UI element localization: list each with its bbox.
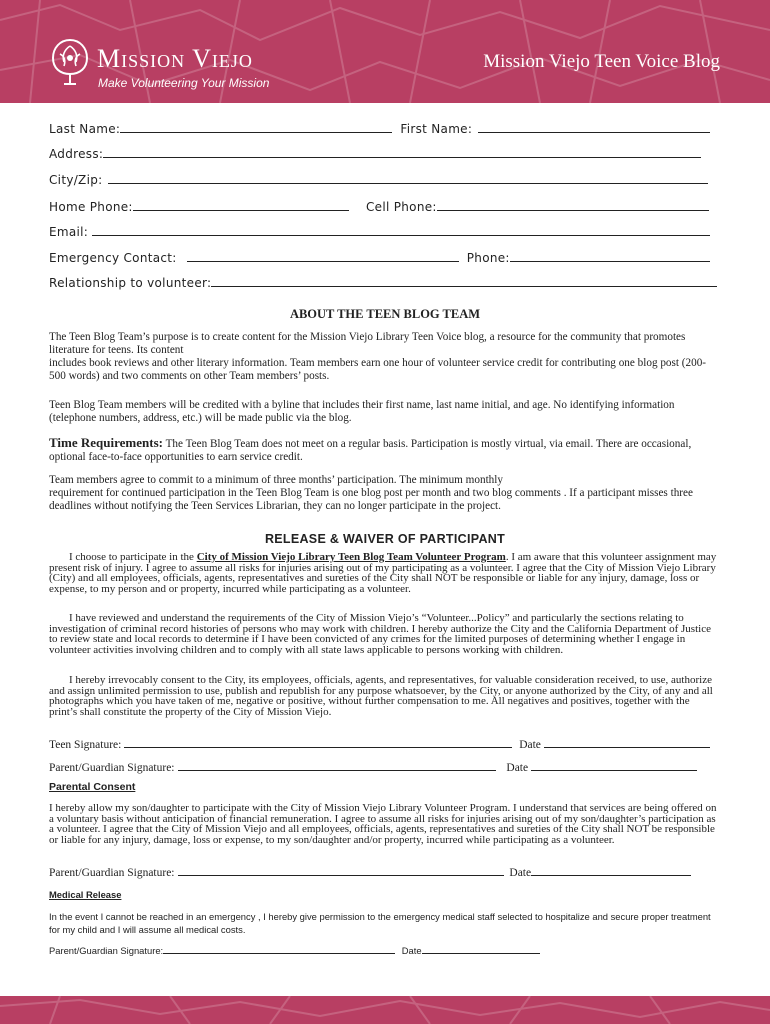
- last-name-label: Last Name:: [49, 122, 121, 136]
- first-name-label: First Name:: [400, 122, 473, 136]
- parental-date-input[interactable]: [531, 864, 691, 876]
- city-zip-row: [49, 172, 708, 187]
- parental-date-label: Date: [509, 867, 532, 879]
- release-heading: RELEASE & WAIVER OF PARTICIPANT: [264, 532, 506, 546]
- parental-signature-row: [49, 864, 691, 879]
- header-banner: [0, 0, 770, 103]
- medical-signature-label: Parent/Guardian Signature:: [49, 945, 164, 956]
- cell-phone-input[interactable]: [437, 199, 709, 211]
- time-requirements-paragraph: [49, 436, 719, 464]
- about-p1-text: The Teen Blog Team’s purpose is to create content for the Mission Viejo Library Teen Voice blog, a resource for the community that promotes literature for teens. Its content: [49, 331, 686, 356]
- about-p4a-text: Team members agree to commit to a minimum of three months’ participation. The minimum monthly: [49, 474, 503, 486]
- teen-signature-label: Teen Signature:: [49, 739, 122, 751]
- release-paragraph-2: I have reviewed and understand the requirements of the City of Mission Viejo’s “Volunteer...Policy” and particularly the sections relating to investigation of criminal record histories of persons who may work with children. I hereby authorize the City and the California Department of Justice to review state and local records to determine if I have been convicted of any crimes for the limited purposes of determining whether I engage in volunteer activities involving children and to comply with all state laws applicable to persons working with children.: [49, 612, 711, 656]
- address-input[interactable]: [103, 146, 701, 158]
- mission-viejo-logo-icon: [50, 38, 90, 86]
- medical-signature-row: [49, 944, 540, 956]
- program-name: City of Mission Viejo Library Teen Blog Team Volunteer Program: [196, 551, 506, 563]
- time-requirements-text: The Teen Blog Team does not meet on a regular basis. Participation is mostly virtual, via email. There are occasional, optional face-to-face opportunities to earn service credit.: [49, 438, 692, 463]
- email-input[interactable]: [92, 224, 710, 236]
- last-name-input[interactable]: [120, 121, 392, 133]
- teen-signature-input[interactable]: [124, 736, 512, 748]
- parental-signature-input[interactable]: [178, 864, 504, 876]
- brand-name: Mission Viejo: [97, 44, 253, 73]
- about-paragraph-1: [49, 331, 719, 383]
- about-p4b-text: requirement for continued participation in the Teen Blog Team is one blog post per month and two blog comments . If a participant misses three deadlines without notifying the Teen Services Librarian, they can no longer participate in the project.: [49, 487, 693, 512]
- parent-date-label: Date: [506, 762, 529, 774]
- about-p1b-text: includes book reviews and other literary information. Team members earn one hour of volunteer service credit for contributing one blog post (200-500 words) and two comments on other Team members’ posts.: [49, 357, 707, 382]
- document-title: Mission Viejo Teen Voice Blog: [483, 51, 720, 72]
- release-p1-post: . I am aware that this volunteer assignment may present risk of injury. I agree to assume all risks for injuries arising out of my participating as a volunteer. I agree that the City of Mission Viejo Library (City) and all employees, officials, agents, representatives and sureties of the City shall NOT be responsible or liable for any injury, damage, loss or expense, to my person and or property, incurred while participating as a volunteer.: [49, 551, 717, 595]
- about-heading: ABOUT THE TEEN BLOG TEAM: [289, 307, 481, 321]
- parent-date-input[interactable]: [531, 759, 697, 771]
- footer-pattern: [0, 996, 770, 1024]
- release-paragraph-1: [49, 552, 719, 594]
- address-label: Address:: [49, 147, 104, 161]
- home-phone-row: [49, 199, 349, 214]
- phone-label: Phone:: [466, 251, 510, 265]
- medical-signature-input[interactable]: [163, 944, 395, 954]
- parental-signature-label: Parent/Guardian Signature:: [49, 867, 175, 879]
- teen-signature-row: [49, 736, 710, 751]
- relationship-label: Relationship to volunteer:: [49, 276, 212, 290]
- email-label: Email:: [49, 225, 89, 239]
- medical-date-label: Date: [401, 945, 422, 956]
- teen-date-label: Date: [519, 739, 541, 751]
- time-requirements-label: Time Requirements:: [49, 435, 163, 450]
- home-phone-label: Home Phone:: [49, 200, 133, 214]
- emergency-contact-input[interactable]: [187, 250, 459, 262]
- parent-signature-label: Parent/Guardian Signature:: [49, 762, 175, 774]
- relationship-input[interactable]: [211, 275, 717, 287]
- phone-input[interactable]: [510, 250, 710, 262]
- first-name-input[interactable]: [478, 121, 710, 133]
- release-p1-pre: I choose to participate in the: [69, 551, 197, 563]
- emergency-contact-label: Emergency Contact:: [49, 251, 177, 265]
- address-row: [49, 146, 701, 161]
- cell-phone-row: [366, 199, 709, 214]
- email-row: [49, 224, 710, 239]
- relationship-row: [49, 275, 717, 290]
- about-paragraph-2: Teen Blog Team members will be credited with a byline that includes their first name, last name initial, and age. No identifying information (telephone numbers, address, etc.) will be made public via the blog.: [49, 399, 675, 424]
- about-paragraph-4: [49, 474, 719, 513]
- parent-signature-row: [49, 759, 697, 774]
- parental-consent-text: I hereby allow my son/daughter to participate with the City of Mission Viejo Library Volunteer Program. I understand that services are being offered on a voluntary basis without anticipation of financial remuneration. I agree to assume all risks for injuries arising out of my son/daughter’s participation as a volunteer. I agree that the City of Mission Viejo and all employees, officials, agents, representatives and sureties of the City shall NOT be responsible or liable for any injury, damage, loss or expense, to my son/daughter and/or property, incurred while participating as a volunteer.: [49, 802, 717, 846]
- parent-signature-input[interactable]: [178, 759, 496, 771]
- footer-banner: [0, 996, 770, 1024]
- parental-consent-heading: [49, 781, 135, 793]
- parental-consent-heading-text: Parental Consent: [49, 781, 136, 793]
- home-phone-input[interactable]: [133, 199, 349, 211]
- medical-release-text: In the event I cannot be reached in an emergency , I hereby give permission to the emergency medical staff selected to hospitalize and secure proper treatment for my child and I will assume all medical costs.: [49, 911, 711, 935]
- medical-date-input[interactable]: [422, 944, 540, 954]
- brand-tagline: Make Volunteering Your Mission: [98, 76, 270, 90]
- cell-phone-label: Cell Phone:: [366, 200, 437, 214]
- medical-release-heading: [49, 889, 121, 900]
- emergency-contact-row: [49, 250, 710, 265]
- medical-release-heading-text: Medical Release: [49, 889, 122, 900]
- city-zip-label: City/Zip:: [49, 173, 103, 187]
- city-zip-input[interactable]: [108, 172, 708, 184]
- last-name-row: [49, 121, 710, 136]
- teen-date-input[interactable]: [544, 736, 710, 748]
- release-paragraph-3: I hereby irrevocably consent to the City, its employees, officials, agents, and representatives, for valuable consideration received, to use, authorize and assign unlimited permission to use, publish and republish for any purpose whatsoever, by the City, or anyone authorized by the City, of any and all photographs which you have taken of me, negative or positive, without further compensation to me. All negatives and positives, together with the print’s shall constitute the property of the City of Mission Viejo.: [49, 674, 713, 718]
